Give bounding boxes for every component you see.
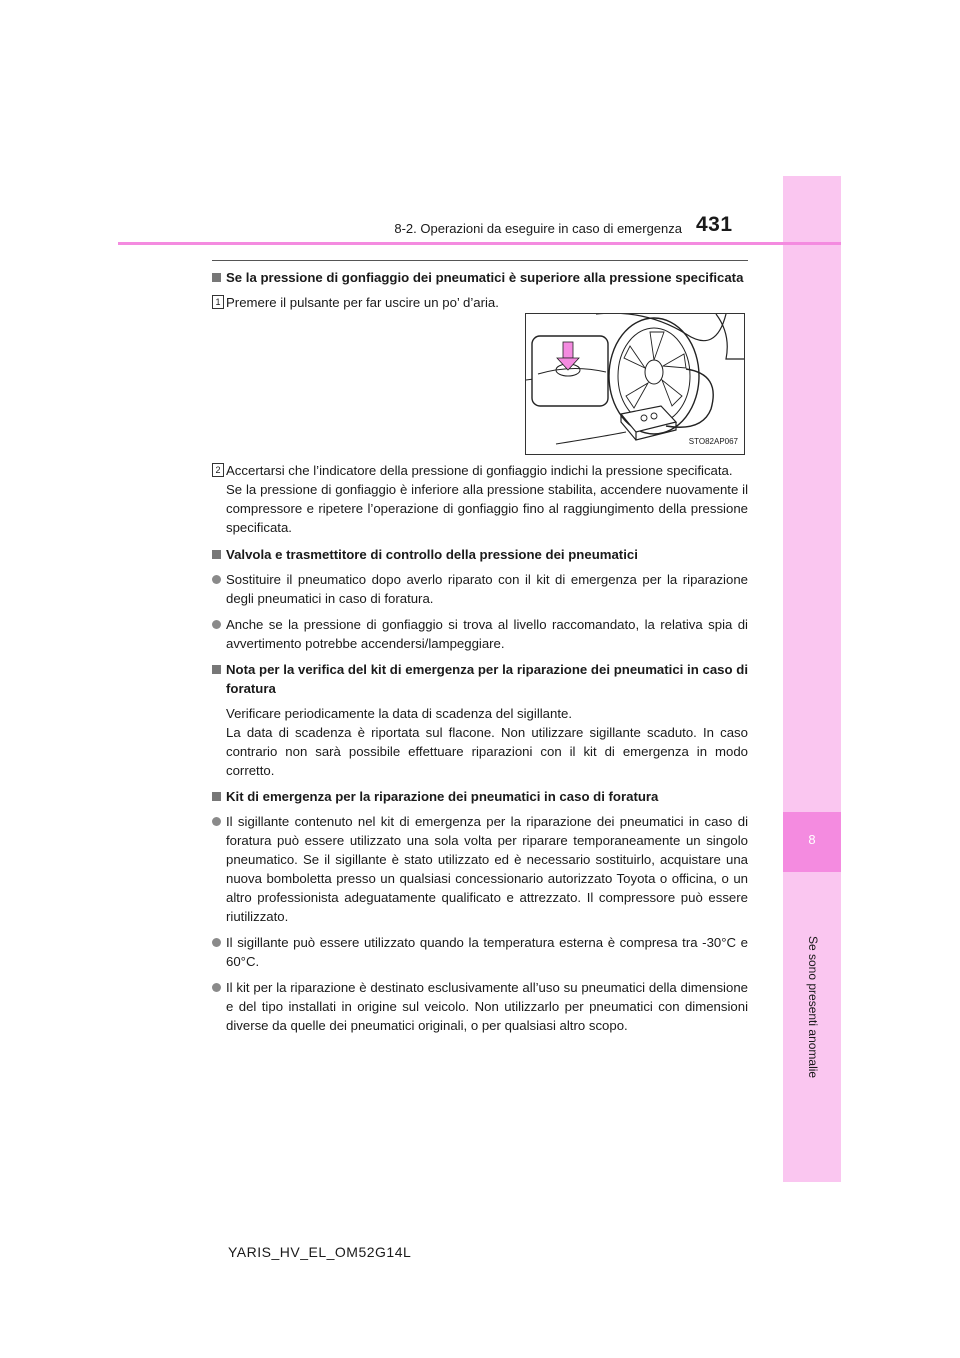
chapter-title: Se sono presenti anomalie: [806, 936, 820, 1079]
heading-kit-text: Kit di emergenza per la riparazione dei pneumatici in caso di foratura: [226, 789, 659, 804]
bullet-dot-icon: [212, 817, 221, 826]
kit-bullet-1: [212, 812, 748, 926]
step-2-number: 2: [212, 463, 224, 477]
valve-bullet-2-text: Anche se la pressione di gonfiaggio si trova al livello raccomandato, la relativa spia di avvertimento potrebbe accendersi/lampeggiare.: [226, 617, 748, 651]
heading-kit: [212, 787, 748, 806]
step-1-number: 1: [212, 295, 224, 309]
step-2: [212, 461, 748, 537]
kit-bullet-2-text: Il sigillante può essere utilizzato quando la temperatura esterna è compresa tra -30°C e 60°C.: [226, 935, 748, 969]
kit-bullet-3: [212, 978, 748, 1035]
step-2-line-1: Accertarsi che l’indicatore della pressione di gonfiaggio indichi la pressione specificata.: [226, 463, 733, 478]
heading-square-icon: [212, 550, 221, 559]
page-content: [212, 268, 748, 1042]
bullet-dot-icon: [212, 620, 221, 629]
figure-code: STO82AP067: [688, 437, 738, 446]
kit-bullet-2: [212, 933, 748, 971]
heading-square-icon: [212, 665, 221, 674]
heading-valve-text: Valvola e trasmettitore di controllo della pressione dei pneumatici: [226, 547, 638, 562]
footer-doc-code: YARIS_HV_EL_OM52G14L: [228, 1244, 412, 1260]
header-rule: [118, 242, 841, 245]
chapter-number: 8: [808, 832, 816, 847]
heading-pressure: [212, 268, 748, 287]
section-title: 8-2. Operazioni da eseguire in caso di emergenza: [394, 221, 682, 236]
heading-valve: [212, 545, 748, 564]
step-1-text: Premere il pulsante per far uscire un po’ d’aria.: [226, 295, 499, 310]
valve-bullet-1: [212, 570, 748, 608]
step-2-line-2: Se la pressione di gonfiaggio è inferiore alla pressione stabilita, accendere nuovamente il compressore e ripetere l’operazione di gonfiaggio fino al raggiungimento della pressione specificata.: [226, 482, 748, 535]
page-number: 431: [696, 213, 733, 236]
heading-note-text: Nota per la verifica del kit di emergenza per la riparazione dei pneumatici in caso di foratura: [226, 662, 748, 696]
valve-bullet-2: [212, 615, 748, 653]
bullet-dot-icon: [212, 575, 221, 584]
heading-square-icon: [212, 792, 221, 801]
note-line-1: Verificare periodicamente la data di scadenza del sigillante.: [226, 706, 573, 721]
heading-square-icon: [212, 273, 221, 282]
heading-note: [212, 660, 748, 698]
valve-bullet-1-text: Sostituire il pneumatico dopo averlo riparato con il kit di emergenza per la riparazione degli pneumatici in caso di foratura.: [226, 572, 748, 606]
kit-bullet-1-text: Il sigillante contenuto nel kit di emergenza per la riparazione dei pneumatici in caso di foratura può essere utilizzato una sola volta per riparare temporaneamente un singolo pneumatico. Se il sigillante è stato utilizzato ed è necessario sostituirlo, acquistare una nuova bomboletta presso un qualsiasi concessionario autorizzato Toyota o officina, o un altro professionista adeguatamente qualificato e attrezzato. Il compressore può essere riutilizzato.: [226, 814, 748, 924]
bullet-dot-icon: [212, 983, 221, 992]
tire-compressor-illustration: [525, 313, 745, 455]
kit-bullet-3-text: Il kit per la riparazione è destinato esclusivamente all’uso su pneumatici della dimensione e del tipo installati in origine sul veicolo. Non utilizzarlo per pneumatici con dimensioni diverse da quelle dei pneumatici originali, o per qualsiasi altro scopo.: [226, 980, 748, 1033]
note-paragraph: [212, 704, 748, 780]
bullet-dot-icon: [212, 938, 221, 947]
note-line-2: La data di scadenza è riportata sul flacone. Non utilizzare sigillante scaduto. In caso contrario non sarà possibile effettuare riparazioni con il kit di emergenza in modo corretto.: [226, 725, 748, 778]
heading-pressure-text: Se la pressione di gonfiaggio dei pneumatici è superiore alla pressione specificata: [226, 270, 744, 285]
chapter-side-tab: [783, 176, 841, 1182]
content-rule: [212, 260, 748, 261]
